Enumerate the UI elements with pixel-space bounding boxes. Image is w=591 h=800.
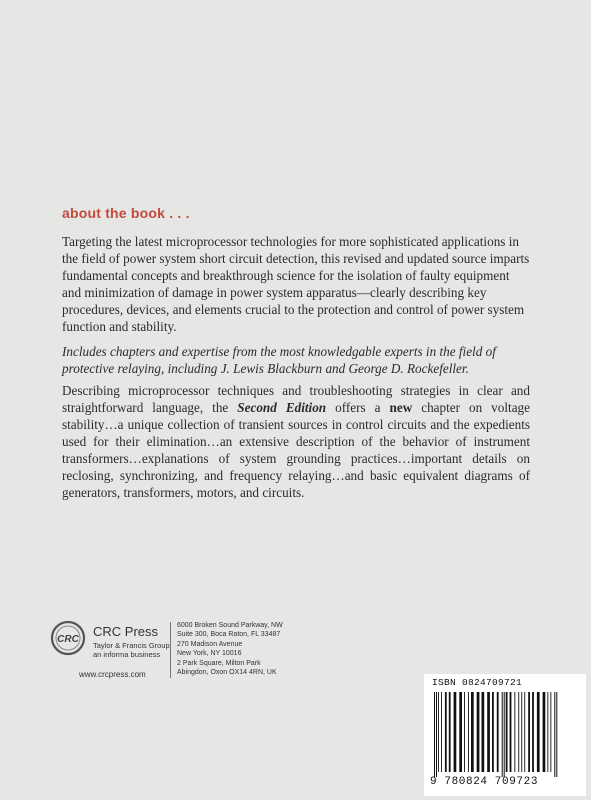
address-boca-raton: [177, 622, 283, 639]
address-line: 6000 Broken Sound Parkway, NW: [177, 622, 283, 629]
barcode-icon: [432, 692, 580, 777]
publisher-url: www.crcpress.com: [79, 670, 146, 679]
address-line: Abingdon, Oxon OX14 4RN, UK: [177, 668, 277, 676]
address-abingdon: [177, 660, 277, 677]
address-line: 270 Madison Avenue: [177, 641, 243, 648]
barcode-bar: [441, 692, 442, 772]
barcode-bar: [537, 692, 540, 772]
barcode-bar: [492, 692, 494, 772]
features-text-c: chapter on voltage stability…a unique collection of transient sources in control circuits and the expedients used for their elimination…an extensive description of the behavior of instrument transformers…explanations of system grounding practices…important details on reclosing, synchronizing, and frequency relaying…and basic equivalent diagrams of generators, transformers, motors, and circuits.: [62, 400, 530, 500]
barcode-bar: [521, 692, 522, 772]
barcode-bar: [510, 692, 512, 772]
publisher-subtitle: [93, 641, 170, 659]
barcode-bar: [524, 692, 525, 772]
barcode-bar: [482, 692, 485, 772]
barcode-bar: [528, 692, 530, 772]
publisher-divider: [170, 622, 171, 678]
barcode-bar: [518, 692, 519, 772]
barcode-bar: [487, 692, 490, 772]
address-line: Suite 300, Boca Raton, FL 33487: [177, 630, 281, 638]
barcode-bar: [464, 692, 465, 772]
barcode-bar: [434, 692, 435, 777]
barcode-bar: [514, 692, 515, 772]
barcode-bar: [436, 692, 437, 777]
barcode-bar: [471, 692, 474, 772]
barcode-bar: [438, 692, 439, 772]
barcode-bar: [459, 692, 462, 772]
experts-paragraph: Includes chapters and expertise from the most knowledgable experts in the field of protective relaying, including J. Lewis Blackburn and George D. Rockefeller.: [62, 344, 496, 376]
isbn-label: ISBN 0824709721: [432, 677, 523, 688]
crc-logo-icon: [50, 620, 86, 656]
barcode-bar: [502, 692, 503, 777]
description-paragraph: Targeting the latest microprocessor technologies for more sophisticated applications in the field of power system short circuit detection, this revised and updated source imparts fundamental concepts and breakthrough science for the isolation of faulty equipment and minimization of damage in power system apparatus—clearly describing key procedures, devices, and elements crucial to the protection and control of power system function and stability.: [62, 234, 530, 334]
logo-text: CRC: [57, 634, 79, 645]
barcode-bar: [468, 692, 469, 772]
address-new-york: [177, 641, 242, 658]
barcode-bar: [449, 692, 451, 772]
barcode-digits: 9 780824 709723: [430, 776, 539, 788]
features-paragraph: [62, 382, 530, 501]
barcode-panel: [424, 674, 586, 796]
barcode-bar: [547, 692, 548, 772]
edition-emphasis: Second Edition: [237, 400, 327, 415]
features-text-b: offers a: [326, 400, 390, 415]
barcode-bar: [556, 692, 557, 777]
barcode-bar: [504, 692, 505, 777]
about-heading: about the book . . .: [62, 205, 190, 221]
barcode-bar: [532, 692, 534, 772]
barcode-bar: [506, 692, 508, 772]
address-line: New York, NY 10016: [177, 649, 242, 657]
address-line: 2 Park Square, Milton Park: [177, 660, 261, 667]
barcode-bar: [554, 692, 555, 777]
barcode-bar: [477, 692, 480, 772]
barcode-bar: [550, 692, 551, 772]
barcode-bar: [543, 692, 546, 772]
publisher-business: an informa business: [93, 650, 161, 659]
barcode-bar: [445, 692, 447, 772]
publisher-group: Taylor & Francis Group: [93, 641, 170, 650]
new-emphasis: new: [389, 400, 413, 415]
barcode-bar: [454, 692, 457, 772]
features-text-a: Describing microprocessor techniques and troubleshooting strategies in clear and straightforward language, the: [62, 383, 530, 415]
publisher-name: CRC Press: [93, 624, 159, 639]
barcode-bar: [497, 692, 499, 772]
